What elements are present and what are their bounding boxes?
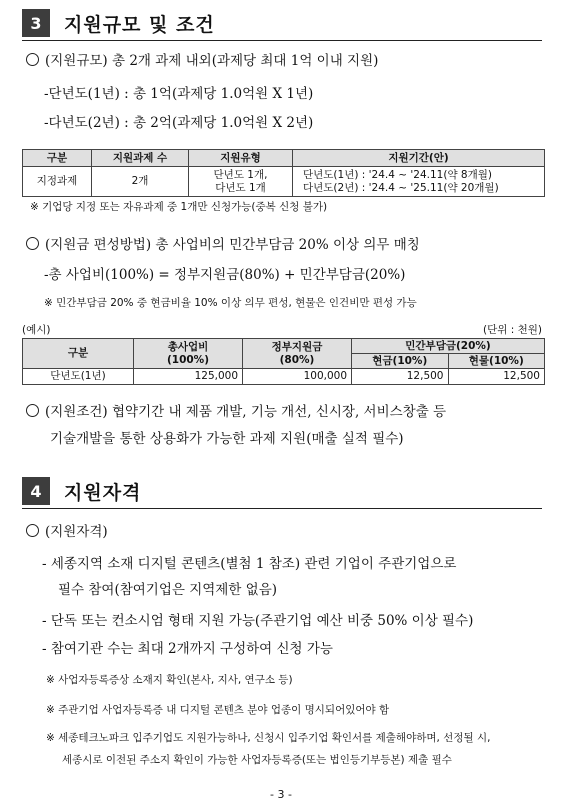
support-table xyxy=(22,149,545,197)
cell-gov: 100,000 xyxy=(243,369,352,385)
example-table xyxy=(22,338,545,385)
cell-goods: 12,500 xyxy=(448,369,545,385)
eligibility-detail-2: - 단독 또는 컨소시엄 형태 지원 가능(주관기업 예산 비중 50% 이상 필수) xyxy=(42,613,474,629)
note-industry: ※ 주관기업 사업자등록증 내 디지털 콘텐츠 분야 업종이 명시되어있어야 함 xyxy=(46,704,390,716)
header-gov: 정부지원금 (80%) xyxy=(243,339,352,369)
section-title: 지원규모 및 조건 xyxy=(64,13,215,36)
unit-label: (단위 : 천원) xyxy=(483,324,542,336)
note-address: ※ 사업자등록증상 소재지 확인(본사, 지사, 연구소 등) xyxy=(46,674,293,686)
eligibility-detail-1b: 필수 참여(참여기업은 지역제한 없음) xyxy=(58,582,278,598)
section-3-header xyxy=(22,8,542,38)
section-number: 4 xyxy=(22,477,50,505)
section-title: 지원자격 xyxy=(64,481,142,504)
detail-multi-year: -다년도(2년) : 총 2억(과제당 1.0억원 X 2년) xyxy=(44,115,314,131)
bullet-support-scale: (지원규모) 총 2개 과제 내외(과제당 최대 1억 이내 지원) xyxy=(26,52,378,70)
section-number: 3 xyxy=(22,9,50,37)
circle-bullet-icon xyxy=(26,524,39,537)
table-row xyxy=(23,167,545,197)
header-total: 총사업비 (100%) xyxy=(134,339,243,369)
table-header: 지원유형 xyxy=(189,150,293,167)
cell-period: 단년도(1년) : '24.4 ~ '24.11(약 8개월) 다년도(2년) : '24.4 ~ '25.11(약 20개월) xyxy=(293,167,545,197)
section-underline xyxy=(22,40,542,41)
cell-type: 지정과제 xyxy=(23,167,92,197)
bullet-support-condition: (지원조건) 협약기간 내 제품 개발, 기능 개선, 신시장, 서비스창출 등 xyxy=(26,403,446,421)
detail-total-budget: -총 사업비(100%) = 정부지원금(80%) + 민간부담금(20%) xyxy=(44,267,406,283)
circle-bullet-icon xyxy=(26,404,39,417)
header-private: 민간부담금(20%) xyxy=(352,339,545,354)
cell-kind: 단년도 1개, 다년도 1개 xyxy=(189,167,293,197)
eligibility-detail-1: - 세종지역 소재 디지털 콘텐츠(별첨 1 참조) 관련 기업이 주관기업으로 xyxy=(42,556,457,572)
eligibility-detail-3: - 참여기관 수는 최대 2개까지 구성하여 신청 가능 xyxy=(42,641,333,657)
section-4-header xyxy=(22,476,542,506)
table-header: 지원기간(안) xyxy=(293,150,545,167)
note-private-ratio: ※ 민간부담금 20% 중 현금비율 10% 이상 의무 편성, 현물은 인건비만 편성 가능 xyxy=(44,297,417,309)
cell-cash: 12,500 xyxy=(352,369,449,385)
header-cash: 현금(10%) xyxy=(352,354,449,369)
circle-bullet-icon xyxy=(26,237,39,250)
circle-bullet-icon xyxy=(26,53,39,66)
cell-total: 125,000 xyxy=(134,369,243,385)
note-technopark-2: 세종시로 이전된 주소지 확인이 가능한 사업자등록증(또는 법인등기부등본) 제출 필수 xyxy=(62,754,452,766)
example-label: (예시) xyxy=(22,324,51,336)
table-row xyxy=(23,369,545,385)
header-kind: 구분 xyxy=(23,339,134,369)
note-technopark: ※ 세종테크노파크 입주기업도 지원가능하나, 신청시 입주기업 확인서를 제출해야하며, 선정될 시, xyxy=(46,732,491,744)
bullet-eligibility: (지원자격) xyxy=(26,523,108,541)
table-header: 지원과제 수 xyxy=(92,150,189,167)
page-number: - 3 - xyxy=(270,788,292,801)
bullet-fund-method: (지원금 편성방법) 총 사업비의 민간부담금 20% 이상 의무 매칭 xyxy=(26,236,420,254)
cell-kind: 단년도(1년) xyxy=(23,369,134,385)
section-underline xyxy=(22,508,542,509)
detail-single-year: -단년도(1년) : 총 1억(과제당 1.0억원 X 1년) xyxy=(44,86,314,102)
header-goods: 현물(10%) xyxy=(448,354,545,369)
table-header: 구분 xyxy=(23,150,92,167)
condition-line-2: 기술개발을 통한 상용화가 가능한 과제 지원(매출 실적 필수) xyxy=(50,431,404,447)
note-duplicate: ※ 기업당 지정 또는 자유과제 중 1개만 신청가능(중복 신청 불가) xyxy=(30,201,328,213)
cell-count: 2개 xyxy=(92,167,189,197)
